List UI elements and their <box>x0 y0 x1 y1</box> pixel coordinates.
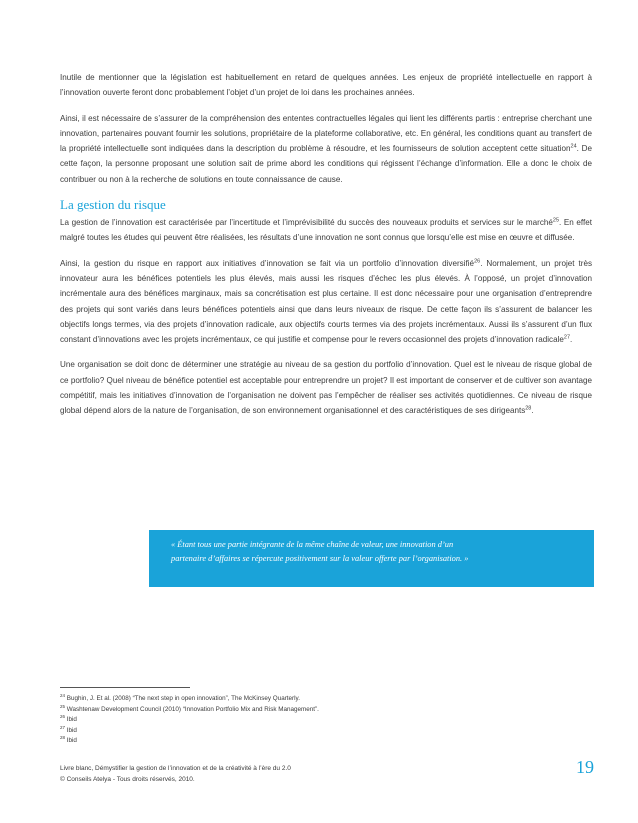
main-content <box>60 70 592 429</box>
footer-copyright: © Conseils Atelya - Tous droits réservés, 2010. <box>60 776 195 783</box>
footnote <box>60 726 560 737</box>
body-paragraph <box>60 215 592 246</box>
footnote-number: 25 <box>60 703 66 709</box>
paragraph-text: . <box>531 406 534 416</box>
footnote-number: 27 <box>60 724 66 730</box>
page-number: 19 <box>576 757 594 777</box>
paragraph-text: . En effet malgré toutes les études qui peuvent être réalisées, les résultats d’une innovation ne sont connus que lorsqu’elle est mise en œuvre et diffusée. <box>60 218 593 243</box>
paragraph-text: La gestion de l’innovation est caractérisée par l’incertitude et l’imprévisibilité du succès des nouveaux produits et services sur le marché <box>60 218 553 228</box>
footer-title: Livre blanc, Démystifier la gestion de l’innovation et de la créativité à l’ère du 2.0 <box>60 765 291 772</box>
footnote-text: Bughin, J. Et al. (2008) “The next step in open innovation”, The McKinsey Quarterly. <box>65 695 300 702</box>
paragraph-text: Ainsi, la gestion du risque en rapport aux initiatives d’innovation se fait via un portfolio d’innovation diversifié <box>60 258 475 268</box>
body-paragraph <box>60 357 592 418</box>
footnote-text: Ibid <box>65 716 77 723</box>
footnote-text: Ibid <box>65 737 77 744</box>
paragraph-text: . De cette façon, la personne proposant une solution sait de prime abord les conditions qui régissent l’échange d’information. Elle a donc le choix de contribuer ou non à la recherche de solutions en toute connaissance de cause. <box>60 144 592 184</box>
footnote-reference: 27 <box>563 334 571 341</box>
section-body <box>60 215 592 419</box>
footnote <box>60 705 560 716</box>
pull-quote-line: « Étant tous une partie intégrante de la même chaîne de valeur, une innovation d’un <box>171 540 454 549</box>
pull-quote-line: partenaire d’affaires se répercute positivement sur la valeur offerte par l’organisation. » <box>171 554 469 563</box>
intro-paragraphs <box>60 70 592 187</box>
page-footer <box>60 763 480 785</box>
footnote-reference: 28 <box>525 405 532 412</box>
body-paragraph <box>60 70 592 101</box>
footnote-divider <box>60 687 190 688</box>
body-paragraph <box>60 111 592 187</box>
footnote-number: 24 <box>60 692 66 698</box>
footnote-reference: 26 <box>474 257 481 264</box>
paragraph-text: . <box>570 335 573 345</box>
footnote-reference: 24 <box>570 143 577 150</box>
body-paragraph <box>60 256 592 348</box>
paragraph-text: . Normalement, un projet très innovateur aura les bénéfices potentiels les plus élevés, mais aussi les risques d’échec les plus élevés. À l’opposé, un projet d’innovation incrémentale aura des bénéfices marginaux, mais sa concrétisation est plus certaine. Il est donc nécessaire pour une organisation d’entreprendre des projets qui sont variés dans leurs bénéfices potentiels ainsi que dans leurs niveaux de risque. De cette façon ils s’assurent de balancer les objectifs longs termes, via des projets d’innovation radicale, aux objectifs courts termes via des projets incrémentaux. Aussi ils s’assurent d’un flux constant d’innovations avec les projets incrémentaux, ce qui justifie et compense pour le revers occasionnel des projets d’innovation radicale <box>60 258 593 345</box>
footnote-number: 26 <box>60 713 66 719</box>
footnote-text: Washtenaw Development Council (2010) “Innovation Portfolio Mix and Risk Management”. <box>65 705 319 713</box>
pull-quote-box <box>149 530 594 587</box>
paragraph-text: Une organisation se doit donc de déterminer une stratégie au niveau de sa gestion du portfolio d’innovation. Quel est le niveau de risque global de ce portfolio? Quel niveau de bénéfice potentiel est acceptable pour entreprendre un projet? Il est important de conserver et de cultiver son avantage compétitif, mais les initiatives d’innovation de l’organisation ne doivent pas l’empêcher de réaliser ses activités quotidiennes. Ce niveau de risque global dépend alors de la nature de l’organisation, de son environnement organisationnel et des caractéristiques de ses dirigeants <box>60 360 592 416</box>
footnote-reference: 25 <box>552 217 560 224</box>
footnote-text: Ibid <box>65 726 77 734</box>
pull-quote-text <box>171 538 581 566</box>
footnote <box>60 736 560 747</box>
paragraph-text: Ainsi, il est nécessaire de s’assurer de la compréhension des ententes contractuelles légales qui lient les différents partis : entreprise cherchant une innovation, partenaires pouvant fournir les solutions, propriétaire de la plateforme collaborative, etc. En général, les conditions quant au transfert de la propriété intellectuelle sont indiquées dans la description du problème à résoudre, et les fournisseurs de solution acceptent cette situation <box>60 113 592 154</box>
footnote <box>60 694 560 705</box>
footnote-number: 28 <box>60 734 66 740</box>
paragraph-text: Inutile de mentionner que la législation est habituellement en retard de quelques années. Les enjeux de propriété intellectuelle en rapport à l’innovation ouverte feront donc probablement l’objet d’un projet de loi dans les prochaines années. <box>60 73 592 98</box>
footnotes <box>60 694 560 747</box>
footnote <box>60 715 560 726</box>
section-title: La gestion du risque <box>60 197 166 213</box>
